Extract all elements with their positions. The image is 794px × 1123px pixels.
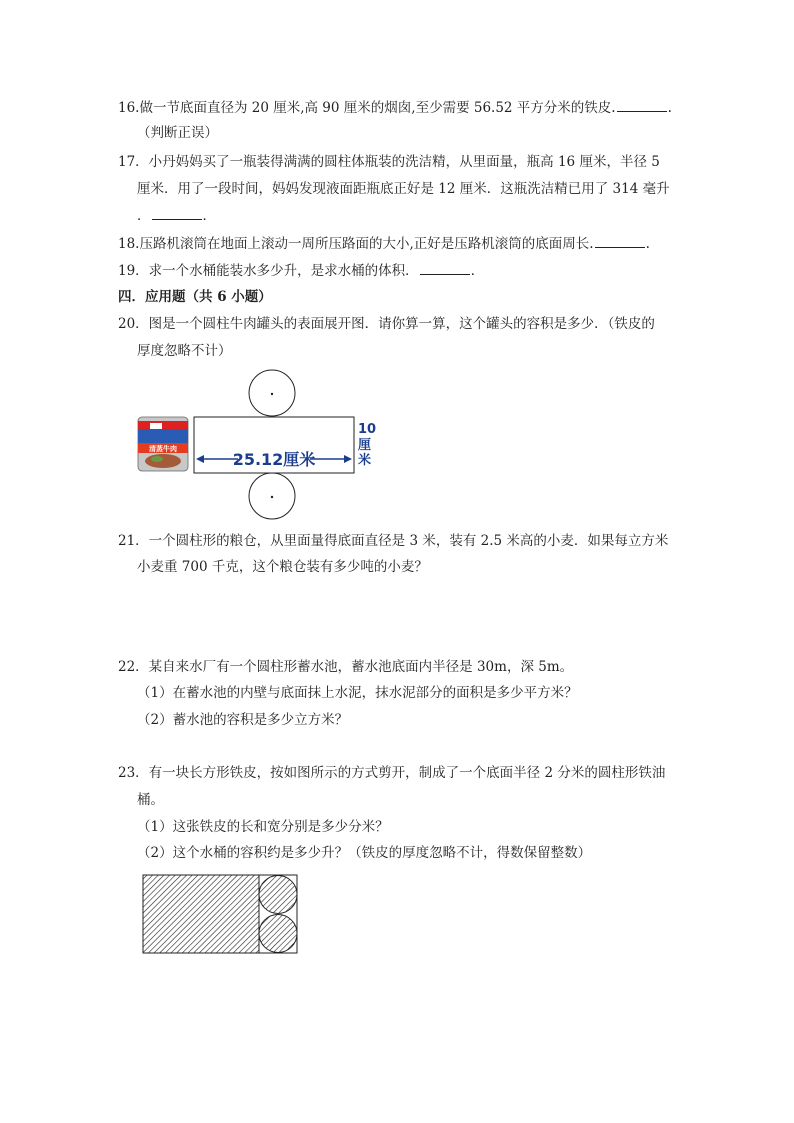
q19-line (118, 260, 484, 281)
q22-sub2: （2）蓄水池的容积是多少立方米？ (137, 712, 349, 728)
q19-text: 19．求一个水桶能装水多少升，是求水桶的体积． (118, 263, 419, 279)
q23-line1: 23．有一块长方形铁皮，按如图所示的方式剪开，制成了一个底面半径 2 分米的圆柱形铁油 (118, 765, 666, 781)
q21-line1: 21．一个圆柱形的粮仓，从里面量得底面直径是 3 米，装有 2.5 米高的小麦．如果每立方米 (118, 533, 669, 549)
q18-line (118, 233, 650, 254)
q16-end: . (667, 100, 672, 116)
q18-text: 18.压路机滚筒在地面上滚动一周所压路面的大小,正好是压路机滚筒的底面周长. (118, 236, 594, 252)
q17-end: ． (202, 208, 216, 224)
arrow-right-head-icon (344, 455, 352, 463)
top-center-dot (271, 393, 273, 395)
bottom-base-circle (259, 915, 297, 953)
top-base-circle (259, 876, 297, 914)
q20-line2: 厚度忽略不计） (137, 343, 232, 359)
q22-sub1: （1）在蓄水池的内壁与底面抹上水泥，抹水泥部分的面积是多少平方米？ (137, 685, 578, 701)
q16-blank (617, 97, 667, 112)
q23-sub1: （1）这张铁皮的长和宽分别是多少分米？ (137, 819, 389, 835)
q17-line2: 厘米．用了一段时间，妈妈发现液面距瓶底正好是 12 厘米．这瓶洗洁精已用了 314 毫升 (137, 181, 670, 197)
q21-line2: 小麦重 700 千克，这个粮仓装有多少吨的小麦？ (137, 559, 428, 575)
beef-can-picture (138, 417, 188, 471)
can-net-figure (130, 365, 390, 520)
q16-line2: （判断正误） (137, 125, 218, 141)
q18-end: . (645, 236, 650, 252)
q16-text: 16.做一节底面直径为 20 厘米,高 90 厘米的烟囱,至少需要 56.52 平方分米的铁皮. (118, 100, 616, 116)
q19-end: ． (470, 263, 485, 279)
length-label: 25.12厘米 (232, 450, 316, 469)
q17-line3 (137, 205, 216, 226)
q23-line2: 桶。 (137, 792, 164, 808)
height-label-char2: 米 (358, 453, 372, 468)
q17-dot: ． (137, 208, 151, 224)
bottom-center-dot (271, 496, 273, 498)
q18-blank (595, 233, 645, 248)
arrow-left-head-icon (196, 455, 204, 463)
iron-sheet-figure (142, 874, 302, 956)
side-rect-hatched (143, 875, 259, 953)
q23-sub2: （2）这个水桶的容积约是多少升？（铁皮的厚度忽略不计，得数保留整数） (137, 845, 592, 861)
q22-line1: 22．某自来水厂有一个圆柱形蓄水池，蓄水池底面内半径是 30m，深 5m。 (118, 659, 574, 675)
q17-line1: 17．小丹妈妈买了一瓶装得满满的圆柱体瓶装的洗洁精，从里面量，瓶高 16 厘米，半径 5 (118, 154, 660, 170)
q17-blank (152, 205, 202, 220)
height-label-char1: 厘 (358, 438, 372, 453)
q16-line1 (118, 97, 672, 118)
section-4-heading: 四．应用题（共 6 小题） (118, 289, 272, 305)
height-label-number: 10 (358, 422, 377, 437)
can-label: 清蒸牛肉 (149, 445, 177, 453)
q20-line1: 20．图是一个圆柱牛肉罐头的表面展开图．请你算一算，这个罐头的容积是多少．（铁皮的 (118, 316, 655, 332)
q19-blank (420, 260, 470, 275)
